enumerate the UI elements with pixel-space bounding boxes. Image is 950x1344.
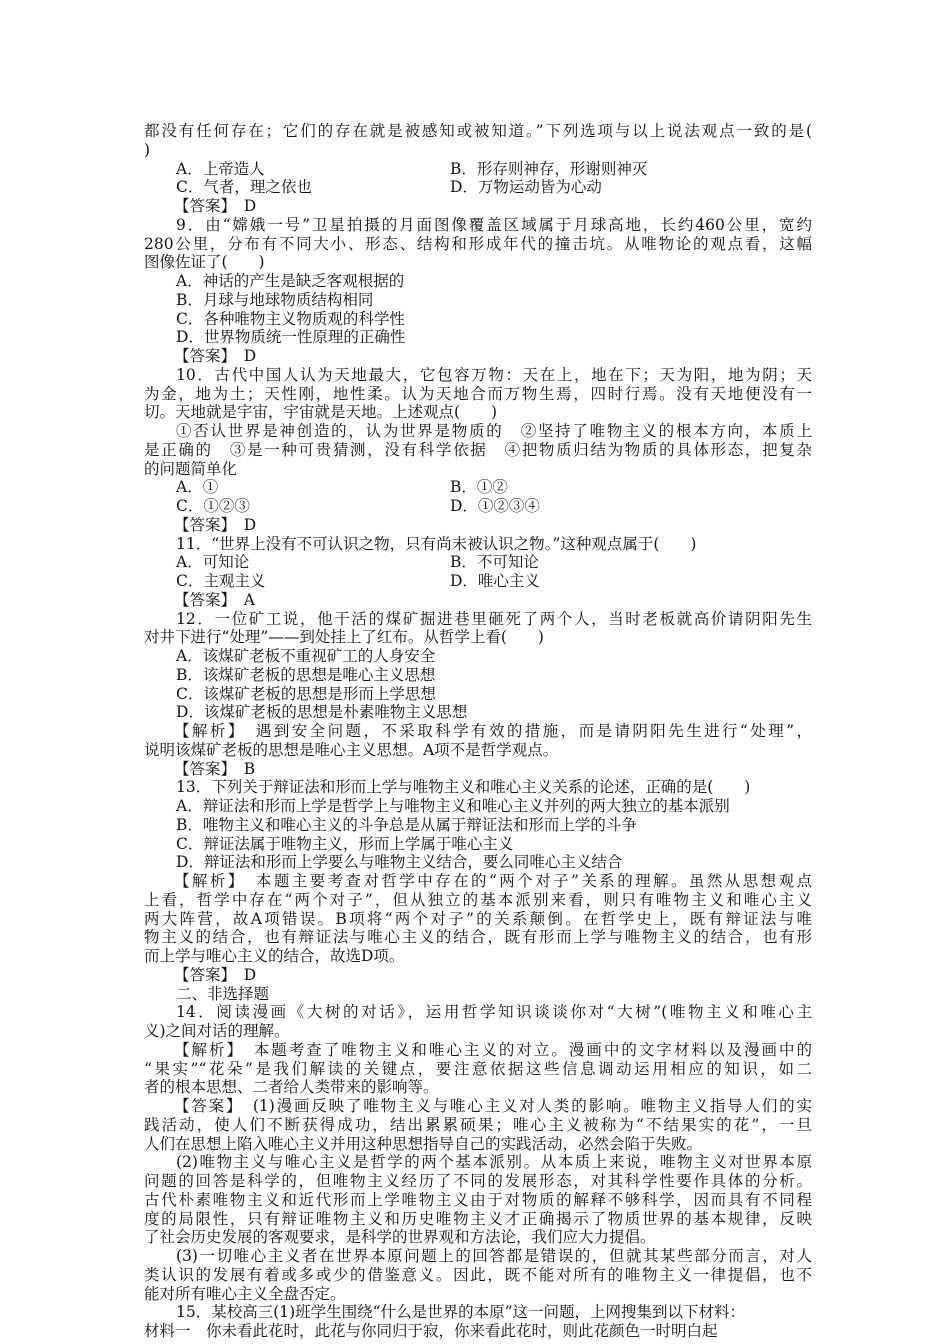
answer-line: 【答案】 D [174,515,257,534]
question-13: 13．下列关于辩证法和形而上学与唯物主义和唯心主义关系的论述，正确的是( ) [176,778,751,797]
question-12: 12．一位矿工说，他干活的煤矿掘进巷里砸死了两个人，当时老板就高价请阴阳先生 [176,609,812,628]
answer-line: 践活动，使人们不断获得成功，结出累累硕果；唯心主义被称为“不结果实的花”，一旦 [144,1115,812,1134]
explanation-line: “果实”“花朵”是我们解读的关键点，要注意依据这些信息调动运用相应的知识，如二 [144,1059,812,1078]
explanation-line: 两大阵营，故A项错误。B项将“两个对子”的关系颠倒。在哲学史上，既有辩证法与唯 [144,909,812,928]
answer-line: 【答案】 D [174,347,257,365]
question-15: 15．某校高三(1)班学生围绕“什么是世界的本原”这一问题，上网搜集到以下材料： [176,1303,746,1322]
option-row [144,572,812,591]
explanation-line: 【解析】 本题考查了唯物主义和唯心主义的对立。漫画中的文字材料以及漫画中的 [174,1040,812,1059]
answer-line: 度的局限性，只有辩证唯物主义和历史唯物主义才正确揭示了物质世界的基本规律，反映 [144,1209,812,1228]
option-a: A．可知论 [176,553,250,572]
text-line: ) [144,140,151,159]
text-line: 义)之间对话的理解。 [144,1022,290,1040]
option-d: D．辩证法和形而上学要么与唯物主义结合，要么同唯心主义结合 [176,853,623,872]
explanation-line: 上看，哲学中存在“两个对子”，但从独立的基本派别来看，则只有唯物主义和唯心主义 [144,890,812,909]
option-c: C．该煤矿老板的思想是形而上学思想 [176,684,436,703]
option-a: A．辩证法和形而上学是哲学上与唯物主义和唯心主义并列的两大独立的基本派别 [176,797,730,815]
option-c: C．主观主义 [176,572,266,590]
option-row [144,178,812,197]
option-c: C．①②③ [176,497,250,515]
option-b: B．该煤矿老板的思想是唯心主义思想 [176,665,436,684]
option-b: B．不可知论 [450,553,539,572]
text-line: 280公里，分布有不同大小、形态、结构和形成年代的撞击坑。从唯物论的观点看，这幅 [144,234,812,253]
option-row [144,497,812,516]
text-line: ①否认世界是神创造的，认为世界是物质的 ②坚持了唯物主义的根本方向，本质上 [176,422,812,440]
question-11: 11．“世界上没有不可认识之物，只有尚未被认识之物。”这种观点属于( ) [176,534,697,553]
text-line: 对井下进行“处理”——到处挂上了红布。从哲学上看( ) [144,628,544,647]
option-a: A．该煤矿老板不重视矿工的人身安全 [176,647,436,665]
option-b: B．月球与地球物质结构相同 [176,290,374,309]
answer-line: 古代朴素唯物主义和近代形而上学唯物主义由于对物质的解释不够科学，因而具有不同程 [144,1190,812,1209]
answer-line: 【答案】 B [174,759,256,778]
option-c: C．各种唯物主义物质观的科学性 [176,309,405,328]
option-d: D．唯心主义 [450,572,540,590]
text-line: 切。天地就是宇宙，宇宙就是天地。上述观点( ) [144,403,498,422]
text-line: 都没有任何存在；它们的存在就是被感知或被知道。”下列选项与以上说法观点一致的是( [144,122,812,140]
option-b: B．唯物主义和唯心主义的斗争总是从属于辩证法和形而上学的斗争 [176,815,637,834]
explanation-line: 【解析】 本题主要考查对哲学中存在的“两个对子”关系的理解。虽然从思想观点 [174,872,812,890]
option-b: B．①② [450,478,508,497]
option-row [144,553,812,572]
section-heading: 二、非选择题 [176,984,270,1003]
document-page [144,122,812,1341]
option-d: D．①②③④ [450,497,540,515]
text-line: 为金，地为土；天性刚，地性柔。认为天地合而万物生焉，四时行焉。没有天地便没有一 [144,384,812,403]
option-row [144,160,812,179]
answer-line: 人们在思想上陷入唯心主义并用这种思想指导自己的实践活动，必然会陷于失败。 [144,1134,703,1153]
explanation-line: 【解析】 遇到安全问题，不采取科学有效的措施，而是请阴阳先生进行“处理”， [174,722,812,740]
answer-line: 【答案】 A [174,590,255,609]
option-a: A．① [176,478,219,497]
option-c: C．辩证法属于唯物主义，形而上学属于唯心主义 [176,834,514,853]
option-d: D．世界物质统一性原理的正确性 [176,328,406,347]
text-line: 的问题简单化 [144,459,238,478]
question-10: 10．古代中国人认为天地最大，它包容万物：天在上，地在下；天为阳，地为阴；天 [176,365,812,384]
text-line: 材料一 你未看此花时，此花与你同归于寂，你来看此花时，则此花颜色一时明白起 [144,1322,718,1340]
option-c: C．气者，理之依也 [176,178,312,197]
option-d: D．该煤矿老板的思想是朴素唯物主义思想 [176,703,468,722]
answer-line: 【答案】 D [174,197,257,215]
explanation-line: 物主义的结合，也有辩证法与唯心主义的结合，既有形而上学与唯物主义的结合，也有形 [144,928,812,947]
answer-line: 能对所有唯心主义全盘否定。 [144,1284,346,1303]
option-a: A．神话的产生是缺乏客观根据的 [176,272,405,290]
text-line: 图像佐证了( ) [144,253,265,272]
answer-line: 类认识的发展有着或多或少的借鉴意义。因此，既不能对所有的唯物主义一律提倡，也不 [144,1265,812,1284]
option-b: B．形存则神存，形谢则神灭 [450,159,648,178]
option-row [144,478,812,497]
option-d: D．万物运动皆为心动 [450,178,602,197]
question-14: 14．阅读漫画《大树的对话》，运用哲学知识谈谈你对“大树”(唯物主义和唯心主 [176,1003,812,1022]
answer-line: 【答案】 D [174,965,257,984]
option-a: A．上帝造人 [176,159,265,178]
explanation-line: 说明该煤矿老板的思想是唯心主义思想。A项不是哲学观点。 [144,740,559,759]
explanation-line: 者的根本思想、二者给人类带来的影响等。 [144,1078,439,1097]
answer-line: 【答案】 (1)漫画反映了唯物主义与唯心主义对人类的影响。唯物主义指导人们的实 [174,1097,812,1115]
answer-line: (2)唯物主义与唯心主义是哲学的两个基本派别。从本质上来说，唯物主义对世界本原 [176,1153,812,1172]
answer-line: 了社会历史发展的客观要求，是科学的世界观和方法论，我们应大力提倡。 [144,1228,656,1247]
text-line: 是正确的 ③是一种可贵猜测，没有科学依据 ④把物质归结为物质的具体形态，把复杂 [144,440,812,459]
answer-line: (3)一切唯心主义者在世界本原问题上的回答都是错误的，但就其某些部分而言，对人 [176,1247,812,1265]
explanation-line: 而上学与唯心主义的结合，故选D项。 [144,947,405,965]
answer-line: 问题的回答是科学的，但唯物主义经历了不同的发展形态，对其科学性要作具体的分析。 [144,1172,812,1190]
question-9: 9．由“嫦娥一号”卫星拍摄的月面图像覆盖区域属于月球高地，长约460公里，宽约 [176,215,812,234]
